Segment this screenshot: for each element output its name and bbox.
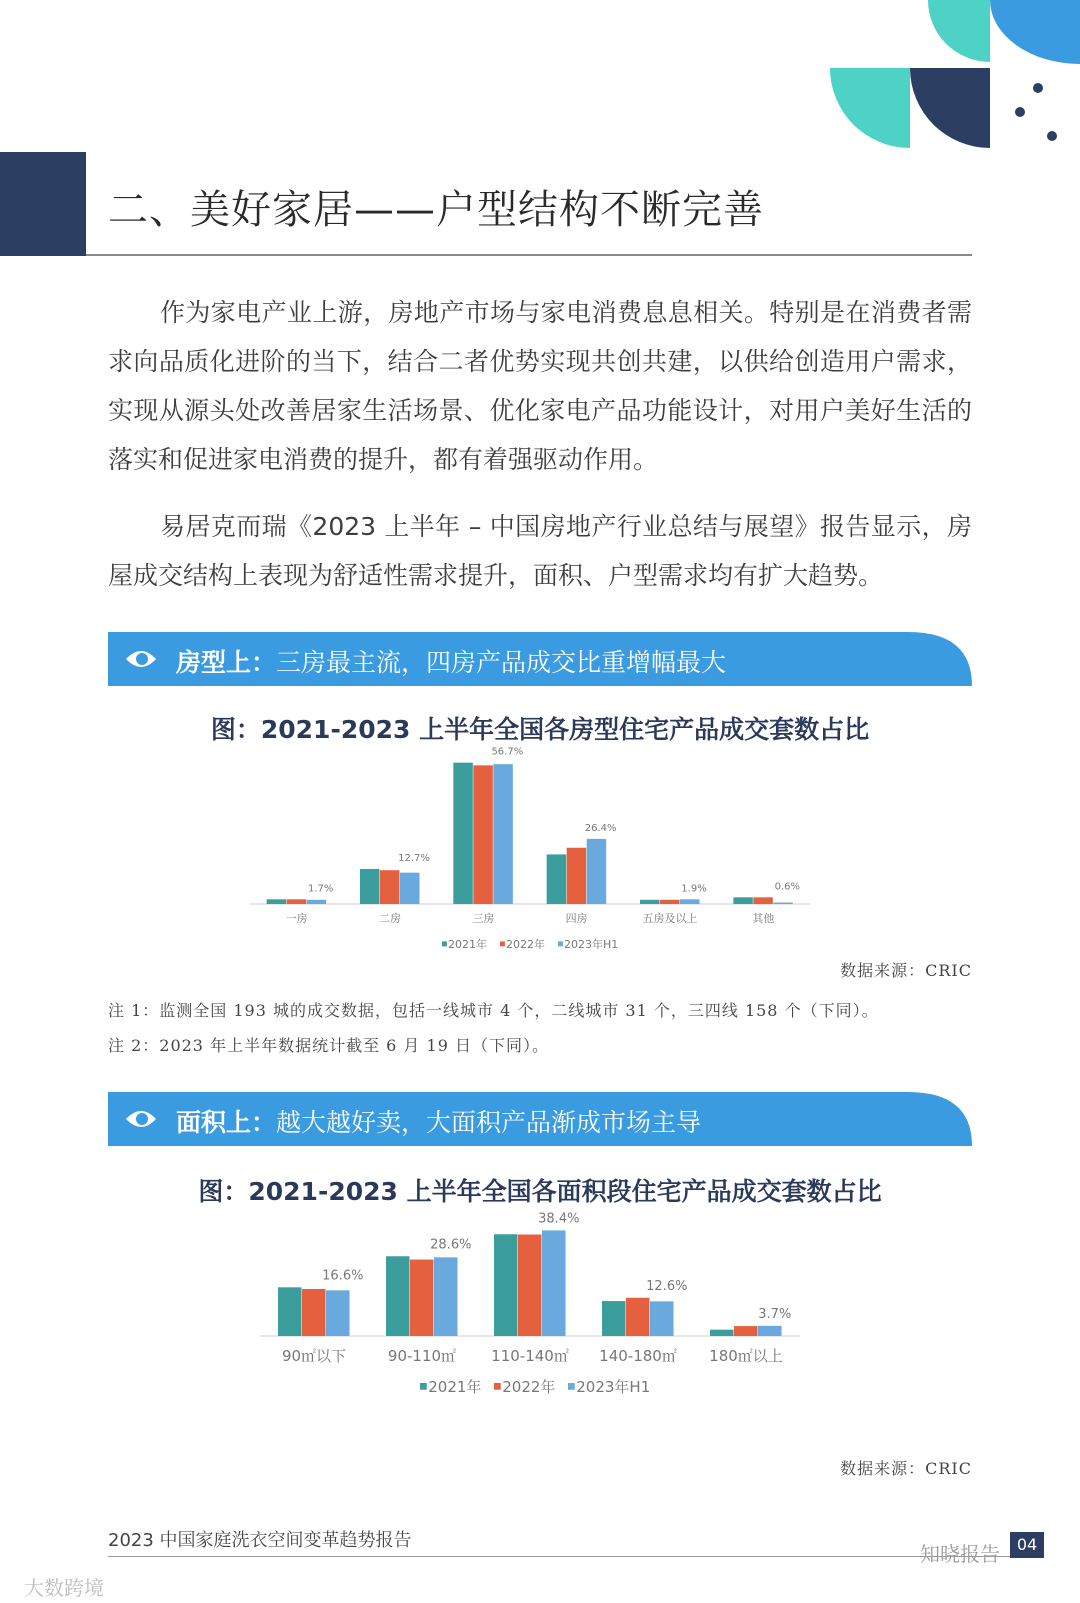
- x-tick-五房及以上: 五房及以上: [642, 912, 698, 925]
- watermark-left: 大数跨境: [24, 1576, 104, 1600]
- legend-label-2021年: 2021年: [428, 1378, 482, 1396]
- eye-icon: [124, 1105, 158, 1133]
- bar-2021年-110-140㎡: [494, 1234, 518, 1336]
- data-label-二房: 12.7%: [398, 852, 430, 864]
- data-label-110-140㎡: 38.4%: [538, 1211, 580, 1227]
- bar-2021年-90㎡以下: [278, 1287, 302, 1336]
- section-marker-block: [0, 152, 86, 256]
- bar-2022年-四房: [567, 848, 587, 904]
- legend-swatch-2022年: [494, 1383, 501, 1390]
- x-tick-180㎡以上: 180㎡以上: [709, 1347, 783, 1365]
- section-divider: [86, 254, 972, 256]
- bar-2022年-180㎡以上: [734, 1326, 758, 1336]
- bar-2022年-五房及以上: [660, 900, 680, 904]
- note-1: 注 1：监测全国 193 城的成交数据，包括一线城市 4 个，二线城市 31 个，三四线 158 个（下同）。: [108, 1001, 879, 1020]
- x-tick-90㎡以下: 90㎡以下: [281, 1347, 347, 1365]
- bar-2023年H1-180㎡以上: [758, 1326, 782, 1336]
- bar-2022年-其他: [753, 897, 773, 904]
- eye-icon: [124, 645, 158, 673]
- legend-swatch-2021年: [420, 1383, 427, 1390]
- legend-label-2023年H1: 2023年H1: [576, 1378, 651, 1396]
- watermark-right: 知晓报告: [920, 1542, 1000, 1566]
- bar-2022年-一房: [287, 899, 307, 904]
- room-type-chart: [250, 746, 830, 982]
- banner-room-type: [108, 632, 972, 686]
- area-chart-title: 图：2021-2023 上半年全国各面积段住宅产品成交套数占比: [198, 1177, 882, 1206]
- room-type-chart-title: 图：2021-2023 上半年全国各房型住宅产品成交套数占比: [210, 715, 870, 744]
- corner-decoration: [820, 0, 1080, 160]
- data-label-一房: 1.7%: [307, 883, 334, 895]
- bar-2021年-140-180㎡: [602, 1301, 626, 1336]
- bar-2022年-二房: [380, 870, 400, 904]
- bar-2021年-一房: [267, 899, 287, 904]
- section-title: 二、美好家居——户型结构不断完善: [108, 187, 764, 233]
- bar-2023年H1-一房: [307, 900, 327, 904]
- footer-divider: [108, 1556, 1038, 1557]
- banner-room-type-text: 三房最主流，四房产品成交比重增幅最大: [276, 648, 727, 677]
- legend-label-2023年H1: 2023年H1: [564, 938, 619, 951]
- bar-2023年H1-其他: [773, 903, 793, 904]
- bar-2023年H1-三房: [493, 764, 513, 904]
- bar-2022年-90-110㎡: [410, 1260, 434, 1336]
- bar-2023年H1-90-110㎡: [434, 1257, 458, 1336]
- legend-swatch-2023年H1: [568, 1383, 575, 1390]
- data-label-180㎡以上: 3.7%: [758, 1306, 792, 1322]
- bar-2023年H1-四房: [587, 839, 607, 904]
- bar-2022年-140-180㎡: [626, 1298, 650, 1336]
- data-label-其他: 0.6%: [774, 881, 801, 893]
- data-label-四房: 26.4%: [584, 822, 617, 834]
- x-tick-110-140㎡: 110-140㎡: [491, 1347, 569, 1365]
- data-label-三房: 56.7%: [491, 746, 524, 758]
- intro-paragraph: 作为家电产业上游，房地产市场与家电消费息息相关。特别是在消费者需求向品质化进阶的当下，结合二者优势实现共创共建，以供给创造用户需求，实现从源头处改善居家生活场景、优化家电产品功能设计，对用户美好生活的落实和促进家电消费的提升，都有着强驱动作用。: [108, 298, 972, 474]
- data-label-140-180㎡: 12.6%: [646, 1278, 688, 1294]
- bar-2023年H1-五房及以上: [680, 899, 700, 904]
- bar-2021年-90-110㎡: [386, 1256, 410, 1336]
- bar-2021年-四房: [547, 854, 567, 904]
- legend-swatch-2023年H1: [558, 941, 563, 946]
- x-tick-四房: 四房: [565, 912, 588, 925]
- page-number: 04: [1010, 1532, 1044, 1558]
- x-tick-三房: 三房: [472, 912, 495, 925]
- report-paragraph: 易居克而瑞《2023 上半年 – 中国房地产行业总结与展望》报告显示，房屋成交结构上表现为舒适性需求提升，面积、户型需求均有扩大趋势。: [108, 512, 972, 590]
- data-label-90㎡以下: 16.6%: [322, 1268, 364, 1284]
- bar-2023年H1-二房: [400, 873, 420, 904]
- legend-swatch-2021年: [442, 941, 447, 946]
- area-chart: [260, 1211, 820, 1432]
- bar-2021年-二房: [360, 869, 380, 904]
- bar-2023年H1-110-140㎡: [542, 1230, 566, 1336]
- legend-label-2021年: 2021年: [448, 938, 488, 951]
- chart2-source: 数据来源：CRIC: [840, 1459, 972, 1478]
- x-tick-90-110㎡: 90-110㎡: [387, 1347, 457, 1365]
- legend: [442, 937, 618, 951]
- bar-2022年-三房: [473, 765, 493, 904]
- x-tick-二房: 二房: [379, 912, 401, 925]
- x-tick-一房: 一房: [285, 912, 308, 925]
- data-label-90-110㎡: 28.6%: [430, 1237, 472, 1253]
- banner-area-label: 面积上：: [176, 1108, 277, 1137]
- note-2: 注 2：2023 年上半年数据统计截至 6 月 19 日（下同）。: [108, 1036, 549, 1055]
- footer-report-title: 2023 中国家庭洗衣空间变革趋势报告: [108, 1530, 412, 1551]
- chart1-source: 数据来源：CRIC: [840, 961, 972, 980]
- legend-label-2022年: 2022年: [506, 938, 546, 951]
- data-label-五房及以上: 1.9%: [681, 883, 707, 895]
- banner-area: [108, 1092, 972, 1146]
- legend-swatch-2022年: [500, 941, 505, 946]
- banner-room-type-label: 房型上：: [176, 648, 277, 677]
- bar-2021年-三房: [453, 763, 473, 904]
- bar-2023年H1-90㎡以下: [326, 1290, 350, 1336]
- legend: [420, 1378, 650, 1396]
- bar-2022年-110-140㎡: [518, 1235, 542, 1336]
- legend-label-2022年: 2022年: [502, 1378, 556, 1396]
- x-tick-其他: 其他: [752, 912, 775, 925]
- bar-2021年-其他: [733, 897, 753, 904]
- bar-2022年-90㎡以下: [302, 1289, 326, 1336]
- bar-2021年-180㎡以上: [710, 1330, 734, 1336]
- x-tick-140-180㎡: 140-180㎡: [599, 1347, 677, 1365]
- bar-2021年-五房及以上: [640, 900, 660, 904]
- bar-2023年H1-140-180㎡: [650, 1301, 674, 1336]
- banner-area-text: 越大越好卖，大面积产品渐成市场主导: [276, 1108, 702, 1137]
